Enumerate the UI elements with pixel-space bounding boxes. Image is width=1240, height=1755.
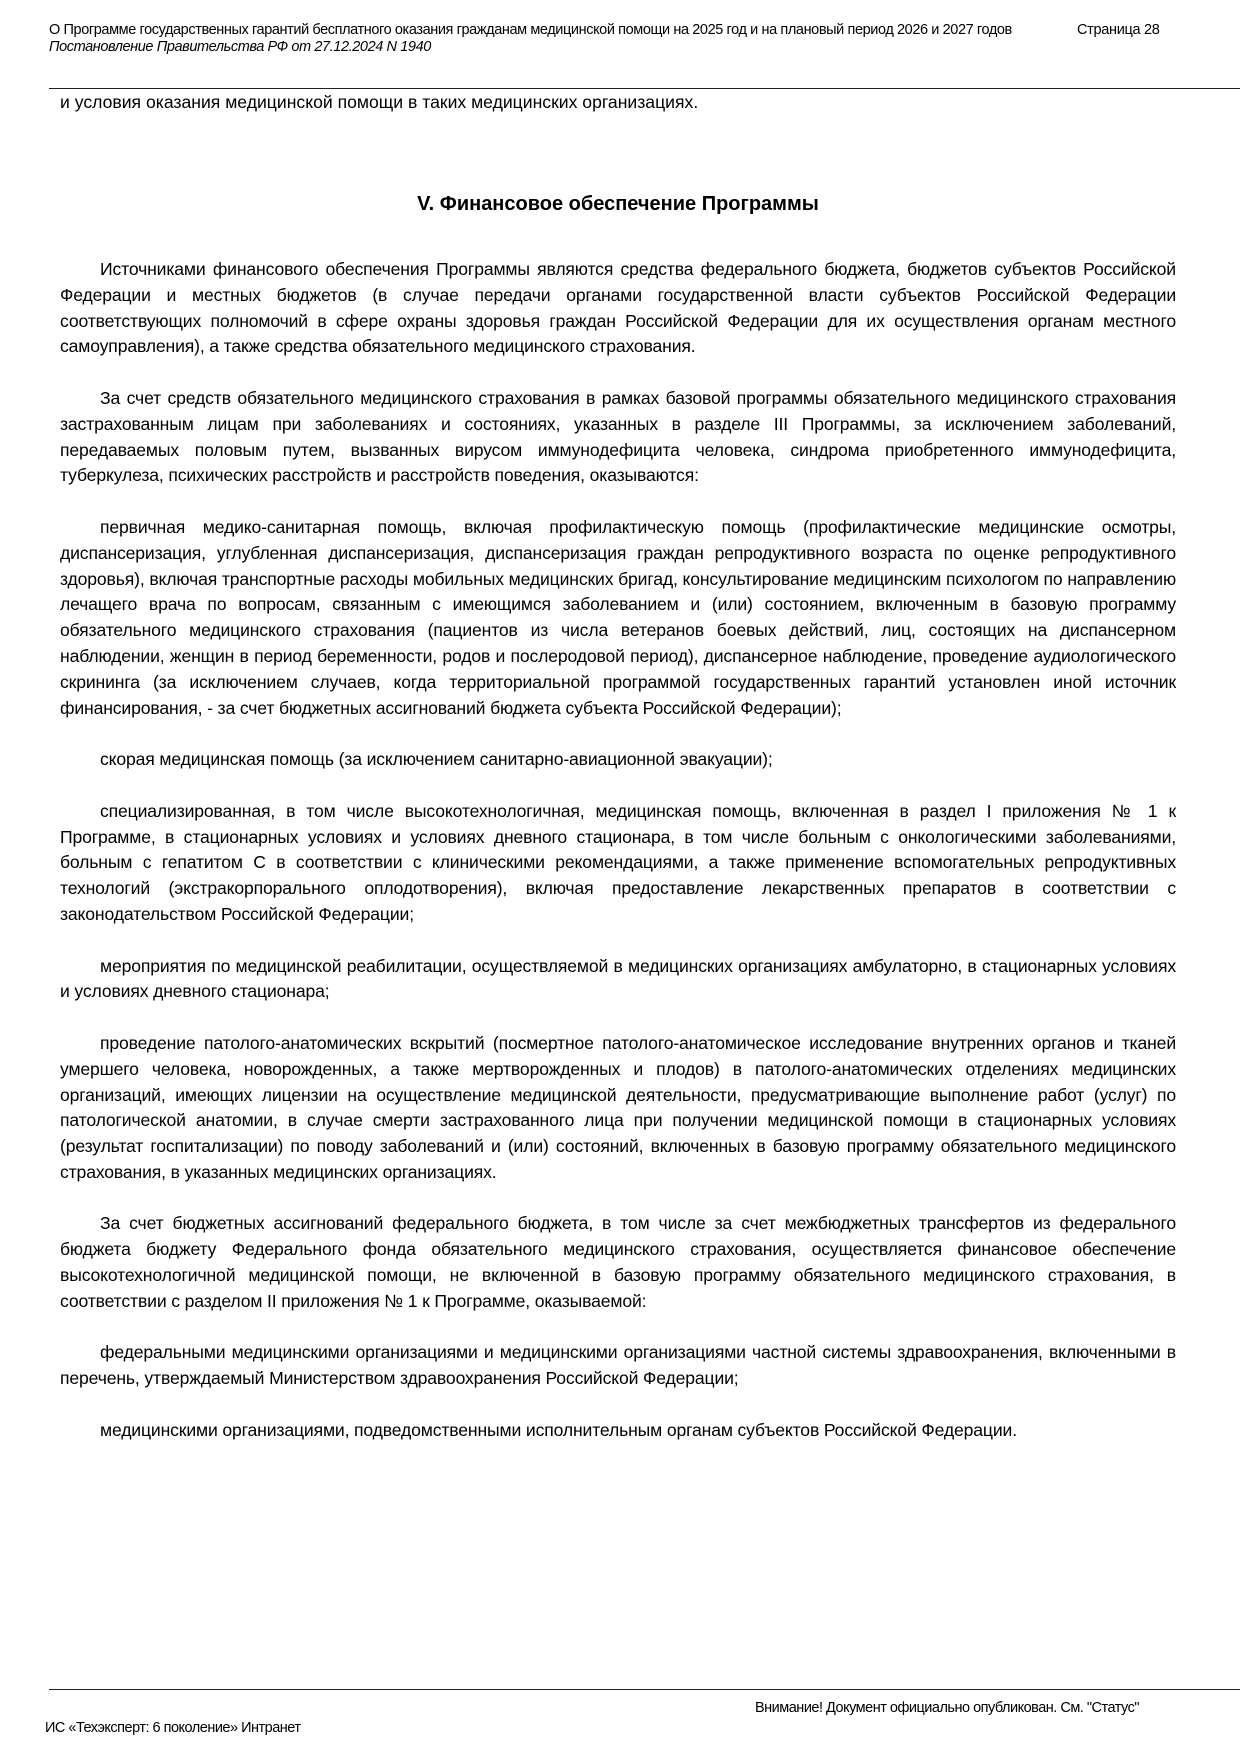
section-body bbox=[60, 257, 1176, 1469]
continuation-block bbox=[60, 90, 1176, 116]
paragraph: первичная медико-санитарная помощь, включая профилактическую помощь (профилактические медицинские осмотры, диспансеризация, углубленная диспансеризация, диспансеризация граждан репродуктивного возраста по оценке репродуктивного здоровья), включая транспортные расходы мобильных медицинских бригад, консультирование медицинским психологом по направлению лечащего врача по вопросам, связанным с имеющимся заболеванием и (или) состоянием, включенным в базовую программу обязательного медицинского страхования (пациентов из числа ветеранов боевых действий, лиц, состоящих на диспансерном наблюдении, женщин в период беременности, родов и послеродовой период), диспансерное наблюдение, проведение аудиологического скрининга (за исключением случаев, когда территориальной программой государственных гарантий установлен иной источник финансирования, - за счет бюджетных ассигнований бюджета субъекта Российской Федерации); bbox=[60, 516, 1176, 718]
document-title: О Программе государственных гарантий бесплатного оказания гражданам медицинской помощи на 2025 год и на плановый период 2026 и 2027 годов bbox=[49, 22, 1012, 38]
paragraph: Источниками финансового обеспечения Программы являются средства федерального бюджета, бюджетов субъектов Российской Федерации и местных бюджетов (в случае передачи органами государственной власти субъектов Российской Федерации соответствующих полномочий в сфере охраны здоровья граждан Российской Федерации для их осуществления органам местного самоуправления), а также средства обязательного медицинского страхования. bbox=[60, 259, 1176, 357]
document-subtitle: Постановление Правительства РФ от 27.12.2024 N 1940 bbox=[49, 39, 431, 55]
paragraph: За счет бюджетных ассигнований федерального бюджета, в том числе за счет межбюджетных трансфертов из федерального бюджета бюджету Федерального фонда обязательного медицинского страхования, осуществляется финансовое обеспечение высокотехнологичной медицинской помощи, не включенной в базовую программу обязательного медицинского страхования, в соответствии с разделом II приложения № 1 к Программе, оказываемой: bbox=[60, 1213, 1176, 1311]
document-header bbox=[49, 22, 1039, 56]
publication-notice: Внимание! Документ официально опубликован. См. "Статус" bbox=[755, 1700, 1139, 1716]
paragraph: За счет средств обязательного медицинского страхования в рамках базовой программы обязательного медицинского страхования застрахованным лицам при заболеваниях и состояниях, указанных в разделе III Программы, за исключением заболеваний, передаваемых половым путем, вызванных вирусом иммунодефицита человека, синдрома приобретенного иммунодефицита, туберкулеза, психических расстройств и расстройств поведения, оказываются: bbox=[60, 387, 1176, 486]
header-divider bbox=[49, 88, 1240, 89]
page-number: Страница 28 bbox=[1077, 22, 1160, 38]
paragraph: медицинскими организациями, подведомственными исполнительным органам субъектов Российской Федерации. bbox=[100, 1419, 1017, 1440]
paragraph: проведение патолого-анатомических вскрытий (посмертное патолого-анатомическое исследование внутренних органов и тканей умершего человека, новорожденных, а также мертворожденных и плодов) в патолого-анатомических отделениях медицинских организаций, имеющих лицензии на осуществление медицинской деятельности, предусматривающие выполнение работ (услуг) по патологической анатомии, в случае смерти застрахованного лица при получении медицинской помощи в стационарных условиях (результат госпитализации) по поводу заболеваний и (или) состояний, включенных в базовую программу обязательного медицинского страхования, в указанных медицинских организациях. bbox=[60, 1032, 1176, 1182]
paragraph: мероприятия по медицинской реабилитации, осуществляемой в медицинских организациях амбулаторно, в стационарных условиях и условиях дневного стационара; bbox=[60, 955, 1176, 1002]
continuation-text: и условия оказания медицинской помощи в таких медицинских организациях. bbox=[60, 92, 699, 112]
system-label: ИС «Техэксперт: 6 поколение» Интранет bbox=[45, 1720, 301, 1736]
footer-divider bbox=[49, 1689, 1240, 1690]
paragraph: скорая медицинская помощь (за исключением санитарно-авиационной эвакуации); bbox=[100, 749, 773, 770]
section-heading: V. Финансовое обеспечение Программы bbox=[417, 193, 819, 215]
paragraph: федеральными медицинскими организациями и медицинскими организациями частной системы здравоохранения, включенными в перечень, утверждаемый Министерством здравоохранения Российской Федерации; bbox=[60, 1342, 1176, 1389]
paragraph: специализированная, в том числе высокотехнологичная, медицинская помощь, включенная в раздел I приложения № 1 к Программе, в стационарных условиях и условиях дневного стационара, в том числе больным с онкологическими заболеваниями, больным с гепатитом С в соответствии с клиническими рекомендациями, а также применение вспомогательных репродуктивных технологий (экстракорпорального оплодотворения), включая предоставление лекарственных препаратов в соответствии с законодательством Российской Федерации; bbox=[60, 800, 1176, 924]
